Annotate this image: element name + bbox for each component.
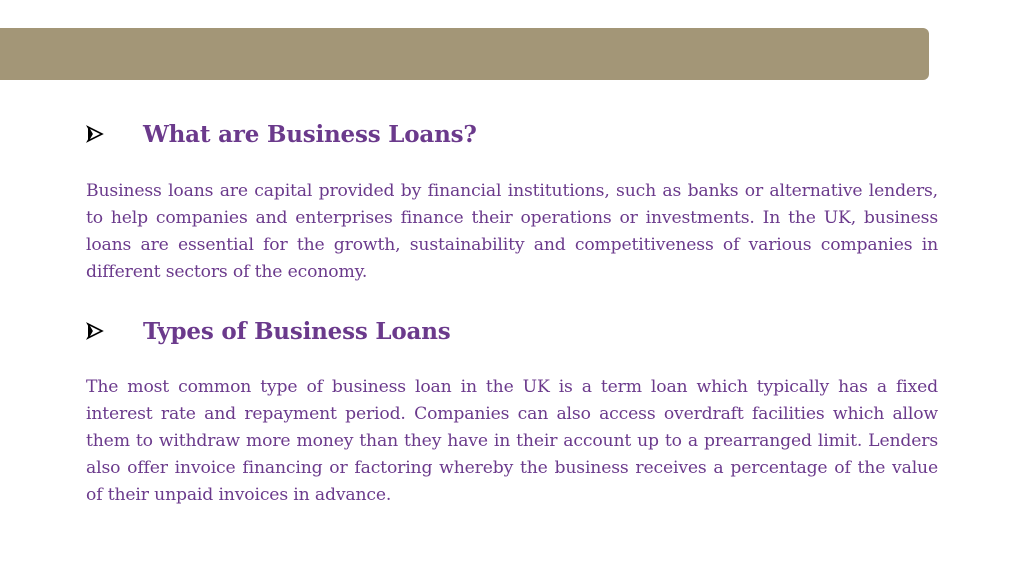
arrow-bullet-icon bbox=[86, 322, 104, 340]
section-body: The most common type of business loan in the UK is a term loan which typically has a fixed interest rate and repayment period. Companies can also access overdraft facilities which allow them to withdraw more money than they have in their account up to a prearranged limit. Lenders also offer invoice financing or factoring whereby the business receives a percentage of the value of their unpaid invoices in advance. bbox=[86, 377, 938, 505]
header-banner bbox=[0, 28, 929, 80]
section-body: Business loans are capital provided by financial institutions, such as banks or alternative lenders, to help companies and enterprises finance their operations or investments. In the UK, business loans are essential for the growth, sustainability and competitiveness of various companies in different sectors of the economy. bbox=[86, 181, 938, 282]
arrow-bullet-icon bbox=[86, 125, 104, 143]
section-heading-row bbox=[86, 316, 450, 346]
section-heading: Types of Business Loans bbox=[143, 317, 451, 345]
section-heading-row bbox=[86, 119, 477, 149]
section-heading: What are Business Loans? bbox=[143, 120, 477, 148]
